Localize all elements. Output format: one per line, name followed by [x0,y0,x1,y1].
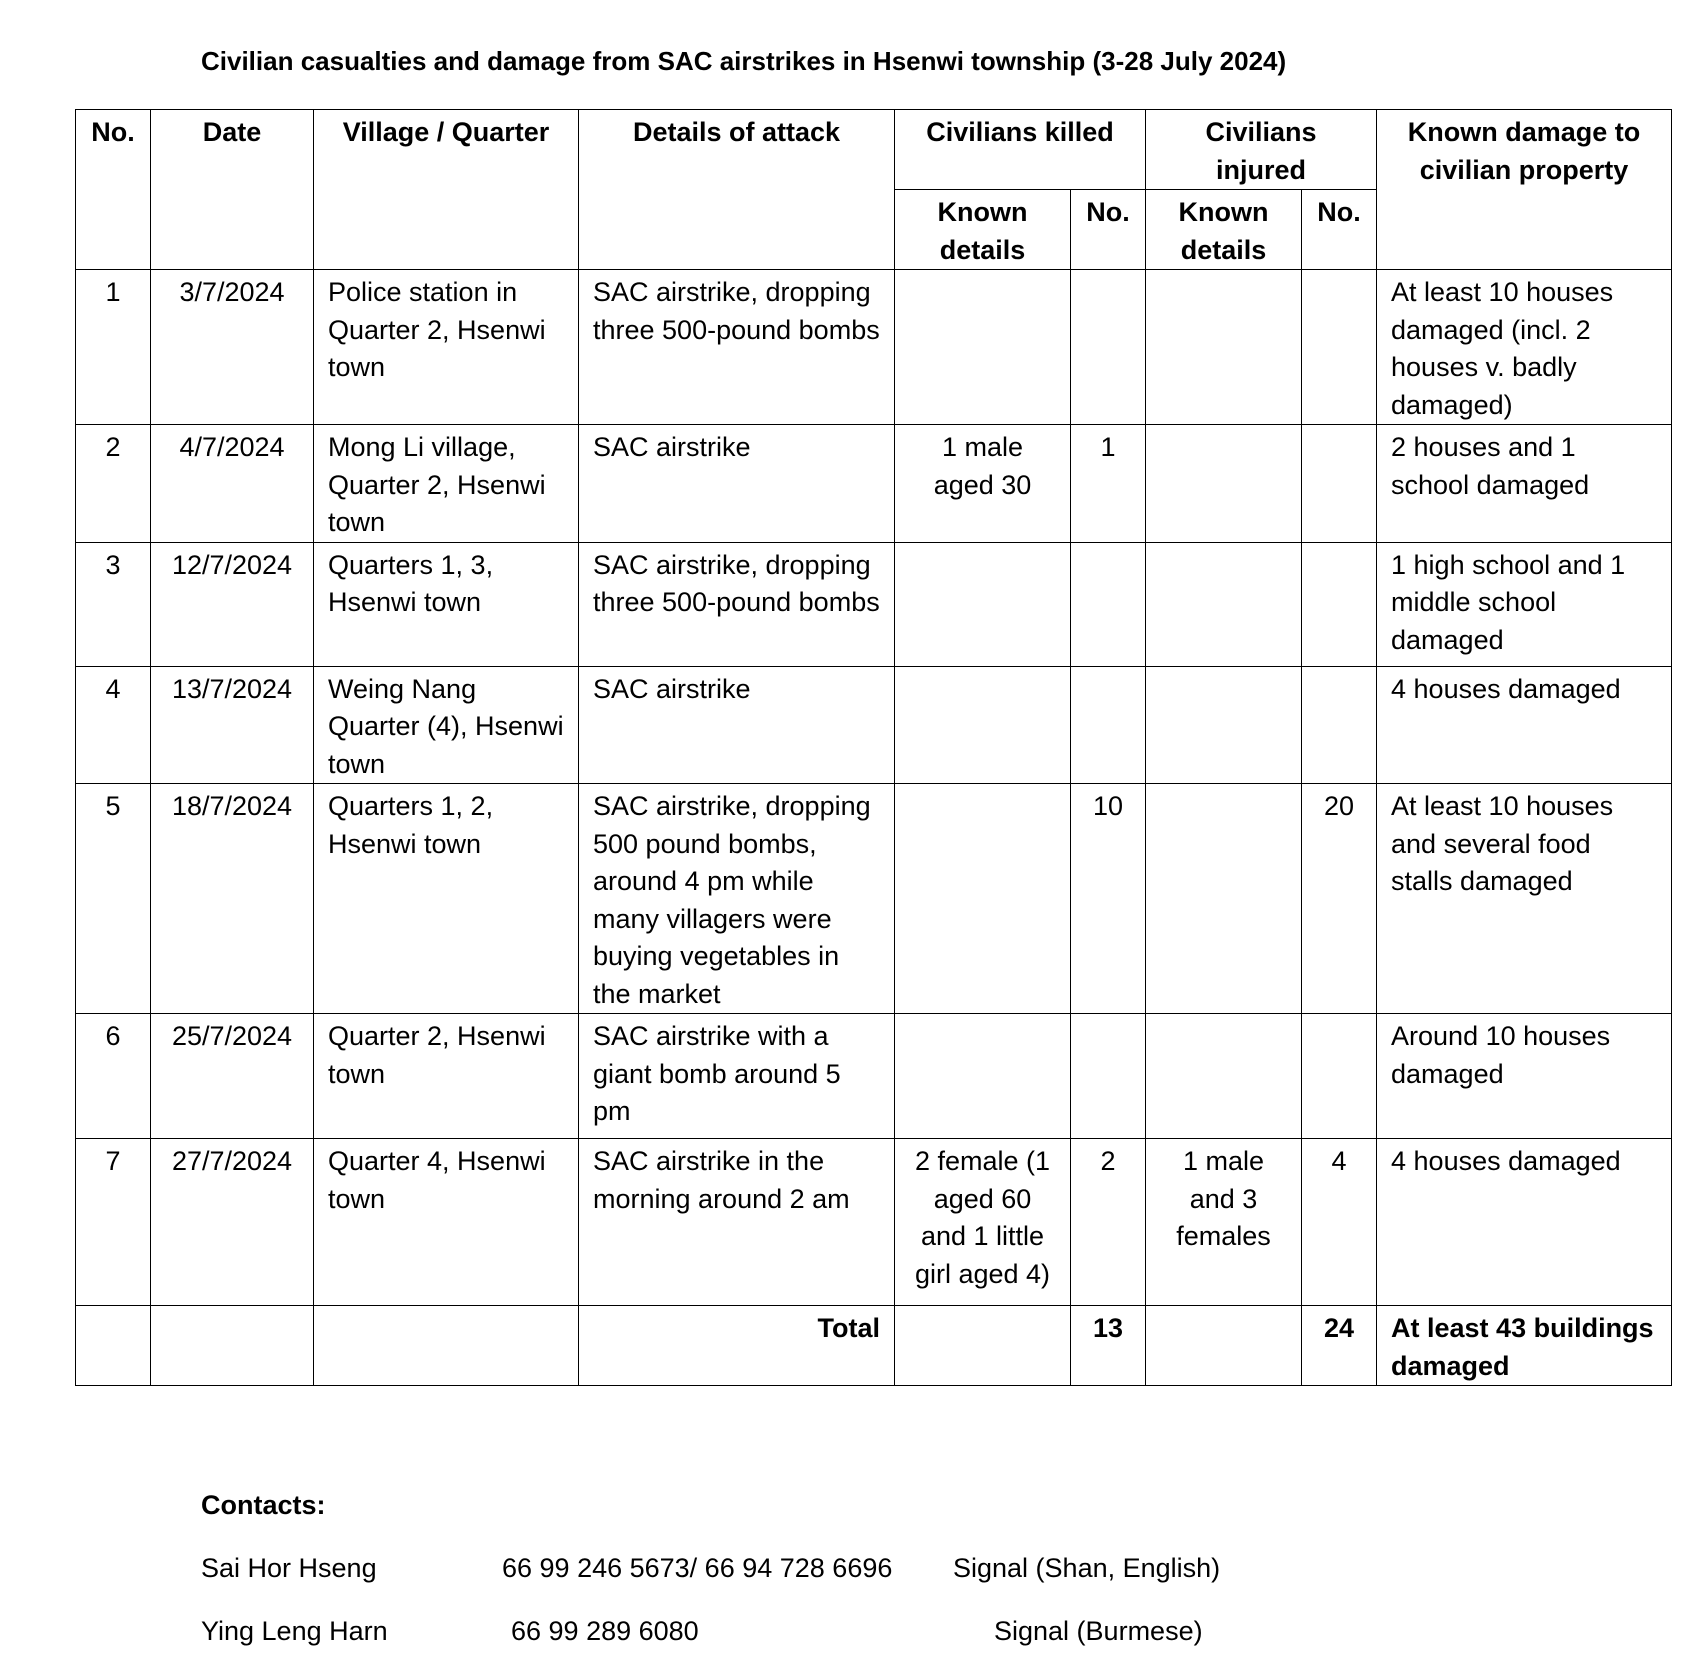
row-killed-details: 1 male aged 30 [895,425,1071,543]
row-injured-details [1146,425,1302,543]
row-number: 3 [76,542,151,666]
row-date: 25/7/2024 [151,1014,314,1139]
row-killed-count: 1 [1071,425,1146,543]
total-empty-cell [1146,1306,1302,1386]
row-village: Quarters 1, 2, Hsenwi town [314,784,579,1014]
row-injured-count [1302,542,1377,666]
header-civilians-killed: Civilians killed [895,110,1146,190]
row-killed-count [1071,270,1146,425]
row-number: 4 [76,666,151,784]
table-header [76,110,1672,270]
header-date: Date [151,110,314,270]
row-date: 27/7/2024 [151,1139,314,1306]
row-killed-details [895,1014,1071,1139]
document-title: Civilian casualties and damage from SAC airstrikes in Hsenwi township (3-28 July 2024) [201,46,1287,76]
row-attack-details: SAC airstrike, dropping three 500-pound bombs [579,270,895,425]
table-row [76,542,1672,666]
row-number: 2 [76,425,151,543]
row-attack-details: SAC airstrike [579,425,895,543]
table-row [76,425,1672,543]
header-civilians-injured: Civilians injured [1146,110,1377,190]
row-injured-details: 1 male and 3 females [1146,1139,1302,1306]
row-village: Police station in Quarter 2, Hsenwi town [314,270,579,425]
table-body [76,270,1672,1306]
table-row [76,1139,1672,1306]
header-injured-no: No. [1302,190,1377,270]
row-killed-count: 10 [1071,784,1146,1014]
row-village: Quarter 2, Hsenwi town [314,1014,579,1139]
row-injured-details [1146,666,1302,784]
row-killed-count [1071,666,1146,784]
table-row [76,270,1672,425]
row-number: 1 [76,270,151,425]
row-injured-count: 20 [1302,784,1377,1014]
row-property-damage: At least 10 houses damaged (incl. 2 houses v. badly damaged) [1377,270,1672,425]
total-empty-cell [151,1306,314,1386]
row-injured-count: 4 [1302,1139,1377,1306]
total-killed: 13 [1071,1306,1146,1386]
header-no: No. [76,110,151,270]
row-date: 18/7/2024 [151,784,314,1014]
row-killed-details [895,784,1071,1014]
row-property-damage: At least 10 houses and several food stalls damaged [1377,784,1672,1014]
table-row [76,666,1672,784]
contact-channel: Signal (Shan, English) [953,1553,1221,1583]
contact-channel: Signal (Burmese) [994,1616,1203,1646]
row-village: Mong Li village, Quarter 2, Hsenwi town [314,425,579,543]
row-village: Quarters 1, 3, Hsenwi town [314,542,579,666]
total-empty-cell [76,1306,151,1386]
row-number: 5 [76,784,151,1014]
total-label: Total [579,1306,895,1386]
row-attack-details: SAC airstrike with a giant bomb around 5 pm [579,1014,895,1139]
row-number: 6 [76,1014,151,1139]
row-injured-details [1146,270,1302,425]
total-empty-cell [314,1306,579,1386]
row-killed-count [1071,1014,1146,1139]
total-empty-cell [895,1306,1071,1386]
header-village: Village / Quarter [314,110,579,270]
row-date: 13/7/2024 [151,666,314,784]
row-property-damage: 4 houses damaged [1377,1139,1672,1306]
row-killed-count: 2 [1071,1139,1146,1306]
row-killed-count [1071,542,1146,666]
header-killed-no: No. [1071,190,1146,270]
row-date: 12/7/2024 [151,542,314,666]
contact-phone: 66 99 246 5673/ 66 94 728 6696 [502,1553,893,1583]
row-killed-details [895,666,1071,784]
row-property-damage: 1 high school and 1 middle school damaged [1377,542,1672,666]
row-property-damage: 2 houses and 1 school damaged [1377,425,1672,543]
row-injured-count [1302,666,1377,784]
row-attack-details: SAC airstrike in the morning around 2 am [579,1139,895,1306]
row-injured-count [1302,270,1377,425]
contact-phone: 66 99 289 6080 [511,1616,699,1646]
total-injured: 24 [1302,1306,1377,1386]
table-row [76,1014,1672,1139]
row-attack-details: SAC airstrike, dropping 500 pound bombs, around 4 pm while many villagers were buying vegetables in the market [579,784,895,1014]
header-damage: Known damage to civilian property [1377,110,1672,270]
row-date: 3/7/2024 [151,270,314,425]
header-details: Details of attack [579,110,895,270]
table-row [76,784,1672,1014]
row-number: 7 [76,1139,151,1306]
row-attack-details: SAC airstrike [579,666,895,784]
row-injured-count [1302,1014,1377,1139]
row-village: Weing Nang Quarter (4), Hsenwi town [314,666,579,784]
row-killed-details [895,270,1071,425]
row-property-damage: Around 10 houses damaged [1377,1014,1672,1139]
row-village: Quarter 4, Hsenwi town [314,1139,579,1306]
row-attack-details: SAC airstrike, dropping three 500-pound bombs [579,542,895,666]
row-injured-details [1146,1014,1302,1139]
row-killed-details [895,542,1071,666]
total-damage: At least 43 buildings damaged [1377,1306,1672,1386]
row-killed-details: 2 female (1 aged 60 and 1 little girl aged 4) [895,1139,1071,1306]
row-injured-count [1302,425,1377,543]
header-killed-known-details: Known details [895,190,1071,270]
header-injured-known-details: Known details [1146,190,1302,270]
total-row [76,1306,1672,1386]
contact-name: Sai Hor Hseng [201,1553,377,1583]
contacts-heading: Contacts: [201,1490,326,1520]
row-injured-details [1146,542,1302,666]
casualties-table [75,109,1672,1386]
row-injured-details [1146,784,1302,1014]
row-date: 4/7/2024 [151,425,314,543]
row-property-damage: 4 houses damaged [1377,666,1672,784]
contact-name: Ying Leng Harn [201,1616,388,1646]
